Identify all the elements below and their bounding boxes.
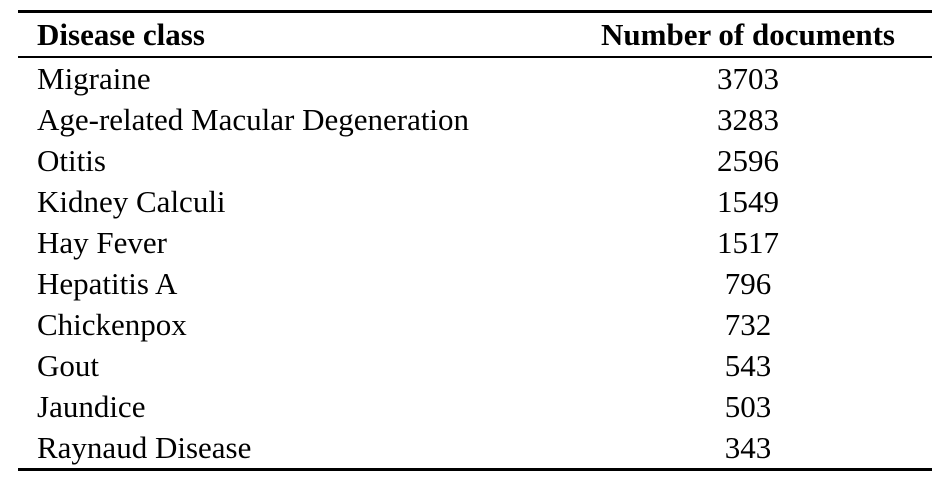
table-row xyxy=(18,57,932,99)
table-header xyxy=(18,12,932,58)
table-row xyxy=(18,386,932,427)
disease-cell: Raynaud Disease xyxy=(37,430,252,465)
disease-cell: Chickenpox xyxy=(37,307,187,342)
disease-cell: Jaundice xyxy=(37,389,146,424)
table-row xyxy=(18,99,932,140)
count-cell: 1517 xyxy=(717,225,779,260)
disease-cell: Gout xyxy=(37,348,99,383)
count-cell: 2596 xyxy=(717,143,779,178)
count-cell: 343 xyxy=(724,430,772,465)
table-body xyxy=(18,57,932,470)
count-cell: 543 xyxy=(724,348,772,383)
disease-cell: Age-related Macular Degeneration xyxy=(37,102,470,137)
table-row xyxy=(18,304,932,345)
count-cell: 1549 xyxy=(717,184,779,219)
header-row xyxy=(18,12,932,58)
header-number-of-documents: Number of documents xyxy=(601,17,895,52)
count-cell: 503 xyxy=(724,389,772,424)
disease-cell: Otitis xyxy=(37,143,106,178)
count-cell: 3283 xyxy=(717,102,779,137)
table-row xyxy=(18,181,932,222)
disease-cell: Hepatitis A xyxy=(37,266,178,301)
table-row xyxy=(18,427,932,470)
table-row xyxy=(18,222,932,263)
disease-documents-table-container xyxy=(18,10,932,471)
table-row xyxy=(18,263,932,304)
disease-cell: Migraine xyxy=(37,61,151,96)
disease-documents-table xyxy=(18,10,932,471)
header-disease-class: Disease class xyxy=(37,17,205,52)
count-cell: 796 xyxy=(724,266,772,301)
table-row xyxy=(18,140,932,181)
count-cell: 3703 xyxy=(717,61,779,96)
disease-cell: Kidney Calculi xyxy=(37,184,226,219)
table-row xyxy=(18,345,932,386)
disease-cell: Hay Fever xyxy=(37,225,167,260)
count-cell: 732 xyxy=(724,307,772,342)
